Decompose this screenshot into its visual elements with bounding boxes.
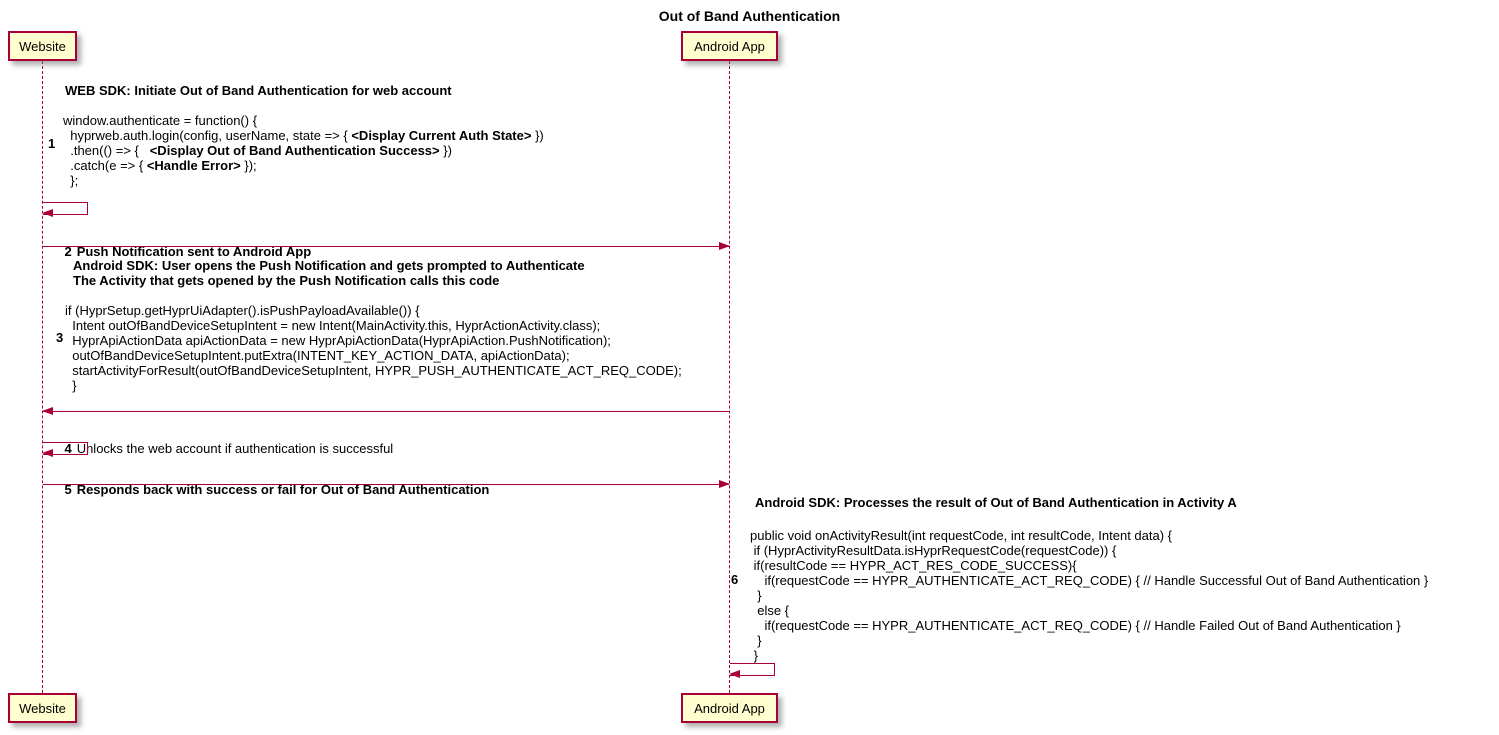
participant-android-app-top (681, 31, 778, 61)
message-1-self-arrow (43, 202, 88, 215)
message-1-number: 1 (48, 136, 56, 151)
arrowhead-right-icon (719, 242, 730, 250)
arrowhead-left-icon (42, 449, 53, 457)
lifeline-website (42, 61, 43, 693)
arrowhead-right-icon (719, 480, 730, 488)
arrowhead-left-icon (42, 209, 53, 217)
message-5-label: 5 Responds back with success or fail for Out of Band Authentication (64, 482, 490, 497)
arrowhead-left-icon (729, 670, 740, 678)
lifeline-android-app (729, 61, 730, 693)
message-2-number: 2 (64, 244, 72, 259)
message-5-arrow (43, 484, 729, 485)
message-4-self-arrow (43, 442, 88, 455)
participant-website-bottom (8, 693, 77, 723)
message-2-arrow (43, 246, 729, 247)
participant-website-top (8, 31, 77, 61)
message-3-arrow (43, 411, 729, 412)
message-4-label: 4 Unlocks the web account if authentication is successful (64, 441, 394, 456)
message-4-number: 4 (64, 441, 72, 456)
message-3-code: if (HyprSetup.getHyprUiAdapter().isPushPayloadAvailable()) { Intent outOfBandDeviceSetupIntent = new Intent(MainActivity.this, HyprActionActivity.class); HyprApiActionData apiActionData = new HyprApiActionData(HyprApiAction.PushNotification); outOfBandDeviceSetupIntent.putExtra(INTENT_KEY_ACTION_DATA, apiActionData); startActivityForResult(outOfBandDeviceSetupIntent, HYPR_PUSH_AUTHENTICATE_ACT_REQ_CODE); } (65, 303, 682, 393)
participant-android-app-label: Android App (694, 38, 765, 54)
message-5-number: 5 (64, 482, 72, 497)
message-6-code: public void onActivityResult(int requestCode, int resultCode, Intent data) { if (HyprActivityResultData.isHyprRequestCode(requestCode)) { if(resultCode == HYPR_ACT_RES_CODE_SUCCESS){ if(requestCode == HYPR_AUTHENTICATE_ACT_REQ_CODE) { // Handle Successful Out of Band Authentication } } else { if(requestCode == HYPR_AUTHENTICATE_ACT_REQ_CODE) { // Handle Failed Out of Band Authentication } } } (750, 528, 1429, 663)
message-1-header: WEB SDK: Initiate Out of Band Authentication for web account (65, 83, 452, 98)
participant-website-label: Website (19, 38, 66, 54)
message-6-number: 6 (731, 572, 739, 587)
message-2-label: 2 Push Notification sent to Android App (64, 244, 312, 259)
participant-android-app-bottom (681, 693, 778, 723)
diagram-title: Out of Band Authentication (658, 8, 841, 24)
message-1-code: window.authenticate = function() { hyprweb.auth.login(config, userName, state => { <Display Current Auth State> }) .then(() => { <Display Out of Band Authentication Success> }) .catch(e => { <Handle Error> }); }; (63, 113, 544, 188)
arrowhead-left-icon (42, 407, 53, 415)
message-3-number: 3 (56, 330, 64, 345)
participant-android-app-label: Android App (694, 700, 765, 716)
message-6-header: Android SDK: Processes the result of Out of Band Authentication in Activity A (755, 495, 1237, 510)
participant-website-label: Website (19, 700, 66, 716)
message-6-self-arrow (730, 663, 775, 676)
message-3-header: Android SDK: User opens the Push Notification and gets prompted to Authenticate The Activity that gets opened by the Push Notification calls this code (73, 258, 585, 288)
